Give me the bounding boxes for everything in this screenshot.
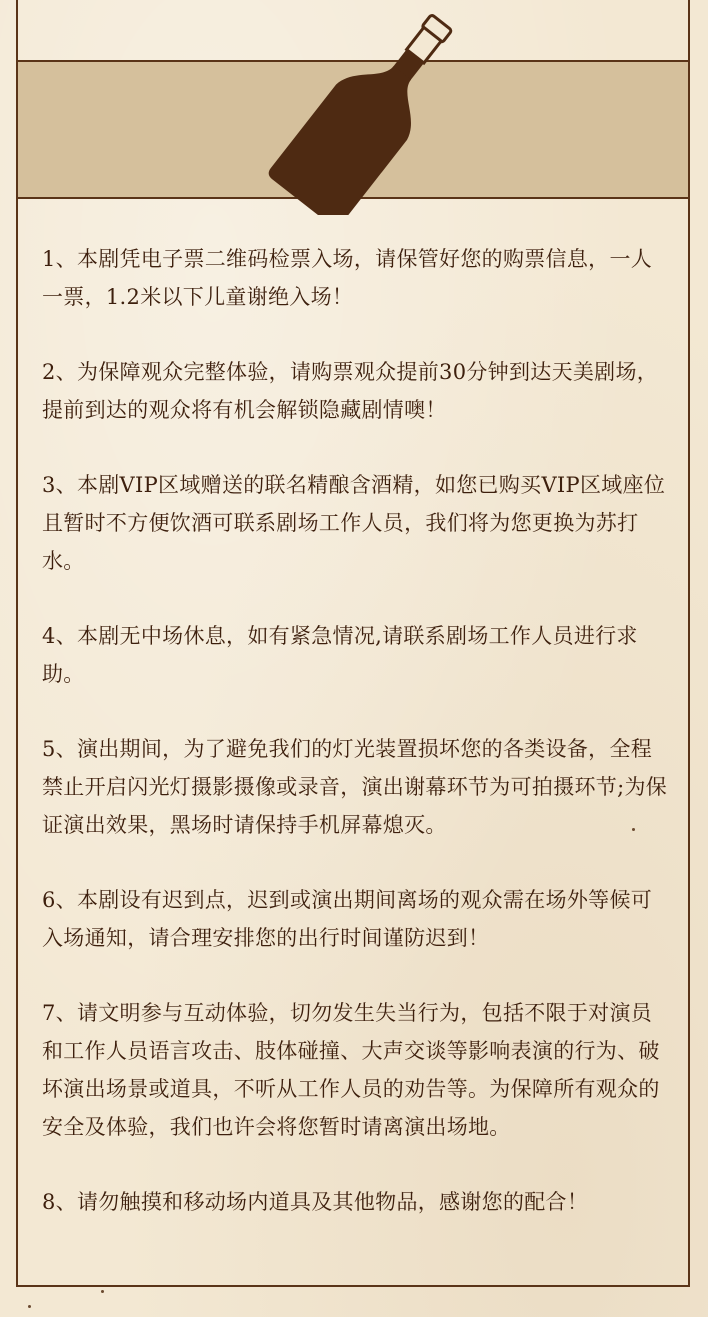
paper-speck (632, 828, 635, 831)
rule-item-3: 3、本剧VIP区域赠送的联名精酿含酒精，如您已购买VIP区域座位且暂时不方便饮酒可联系剧场工作人员，我们将为您更换为苏打水。 (42, 473, 666, 573)
paper-speck (28, 1305, 31, 1308)
rule-item-8: 8、请勿触摸和移动场内道具及其他物品，感谢您的配合！ (42, 1190, 589, 1214)
rule-item-5: 5、演出期间，为了避免我们的灯光装置损坏您的各类设备，全程禁止开启闪光灯摄影摄像或录音，演出谢幕环节为可拍摄环节;为保证演出效果，黑场时请保持手机屏幕熄灭。 (42, 737, 668, 837)
paper-speck (101, 1290, 104, 1293)
rule-item-4: 4、本剧无中场休息，如有紧急情况,请联系剧场工作人员进行求助。 (42, 624, 638, 686)
rule-item-7: 7、请文明参与互动体验，切勿发生失当行为，包括不限于对演员和工作人员语言攻击、肢体碰撞、大声交谈等影响表演的行为、破坏演出场景或道具，不听从工作人员的劝告等。为保障所有观众的安全及体验，我们也许会将您暂时请离演出场地。 (42, 1001, 660, 1139)
bottle-icon (262, 0, 482, 215)
rule-item-6: 6、本剧设有迟到点，迟到或演出期间离场的观众需在场外等候可入场通知，请合理安排您的出行时间谨防迟到！ (42, 888, 653, 950)
rules-list (42, 240, 670, 1258)
rule-item-2: 2、为保障观众完整体验，请购票观众提前30分钟到达天美剧场，提前到达的观众将有机会解锁隐藏剧情噢！ (42, 360, 659, 422)
rule-item-1: 1、本剧凭电子票二维码检票入场，请保管好您的购票信息，一人一票，1.2米以下儿童谢绝入场！ (42, 247, 653, 309)
